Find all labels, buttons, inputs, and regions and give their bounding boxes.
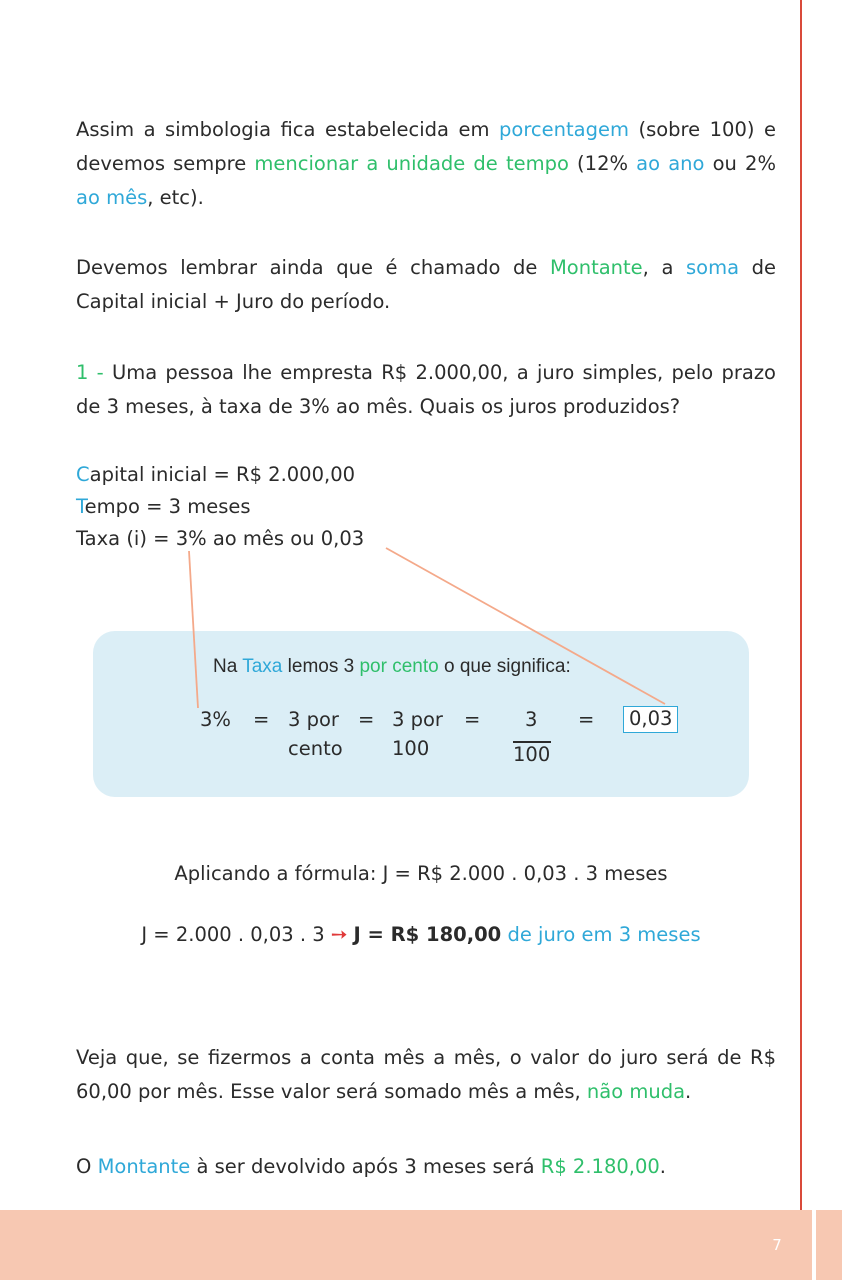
page-number: 7 xyxy=(772,1236,782,1254)
capital-text: apital inicial = R$ 2.000,00 xyxy=(89,463,356,486)
highlight-valor-montante: R$ 2.180,00 xyxy=(540,1155,660,1178)
eq-cento: cento xyxy=(288,737,343,760)
eq-sign-1: = xyxy=(253,708,270,731)
fraction-numerator: 3 xyxy=(525,708,538,731)
text: O xyxy=(76,1155,98,1178)
text: Devemos lembrar ainda que é chamado de xyxy=(76,256,550,279)
paragraph-mes-a-mes xyxy=(76,1041,776,1109)
taxa-text: Taxa (i) = 3% ao mês ou 0,03 xyxy=(76,527,365,550)
highlight-montante: Montante xyxy=(549,256,643,279)
text: (sobre 100) e devemos sempre xyxy=(76,118,776,175)
calc-expression: J = 2.000 . 0,03 . 3 xyxy=(141,923,325,946)
exercise-number: 1 - xyxy=(76,361,104,384)
text: lemos 3 xyxy=(282,656,360,677)
highlight-montante: Montante xyxy=(97,1155,191,1178)
text: o que significa: xyxy=(438,656,571,677)
tempo-initial-letter: T xyxy=(76,495,85,518)
right-arrow-icon: ➙ xyxy=(330,922,348,946)
footer-separator xyxy=(812,1210,816,1280)
eq-result-boxed: 0,03 xyxy=(623,706,678,733)
capital-initial-letter: C xyxy=(76,463,90,486)
highlight-ao-ano: ao ano xyxy=(636,152,705,175)
page-footer xyxy=(0,1210,842,1280)
fraction-denominator: 100 xyxy=(513,743,551,766)
highlight-ao-mes: ao mês xyxy=(76,186,148,209)
eq-sign-4: = xyxy=(578,708,595,731)
formula-line: Aplicando a fórmula: J = R$ 2.000 . 0,03 . 3 meses xyxy=(174,862,668,885)
text: ou 2% xyxy=(704,152,776,175)
text: à ser devolvido após 3 meses será xyxy=(190,1155,541,1178)
calculation-line xyxy=(0,919,842,950)
eq-por-1: 3 por xyxy=(288,708,339,731)
highlight-taxa: Taxa xyxy=(242,656,283,677)
text: (12% xyxy=(568,152,637,175)
text: Na xyxy=(213,656,243,677)
leader-line-percent xyxy=(189,551,198,708)
highlight-unidade-tempo: mencionar a unidade de tempo xyxy=(254,152,569,175)
text: Veja que, se fizermos a conta mês a mês, o valor do juro será de R$ 60,00 por mês. Esse valor será somado mês a mês, xyxy=(76,1046,776,1103)
highlight-nao-muda: não muda xyxy=(586,1080,686,1103)
tempo-text: empo = 3 meses xyxy=(84,495,251,518)
calc-result: J = R$ 180,00 xyxy=(353,923,502,946)
eq-sign-3: = xyxy=(464,708,481,731)
eq-por-2: 3 por xyxy=(392,708,443,731)
text: . xyxy=(659,1155,666,1178)
paragraph-montante-final xyxy=(76,1150,776,1184)
text: , a xyxy=(642,256,686,279)
highlight-por-cento: por cento xyxy=(359,656,439,677)
text: . xyxy=(685,1080,692,1103)
text: , etc). xyxy=(147,186,204,209)
text: de Capital inicial + Juro do período. xyxy=(76,256,777,313)
calc-suffix: de juro em 3 meses xyxy=(501,923,701,946)
leader-line-decimal xyxy=(386,548,665,704)
text: Assim a simbologia fica estabelecida em xyxy=(76,118,500,141)
highlight-soma: soma xyxy=(686,256,740,279)
eq-percent: 3% xyxy=(200,708,231,731)
highlight-porcentagem: porcentagem xyxy=(499,118,629,141)
eq-hundred: 100 xyxy=(392,737,430,760)
exercise-text: Uma pessoa lhe empresta R$ 2.000,00, a juro simples, pelo prazo de 3 meses, à taxa de 3% ao mês. Quais os juros produzidos? xyxy=(76,361,776,418)
eq-sign-2: = xyxy=(358,708,375,731)
